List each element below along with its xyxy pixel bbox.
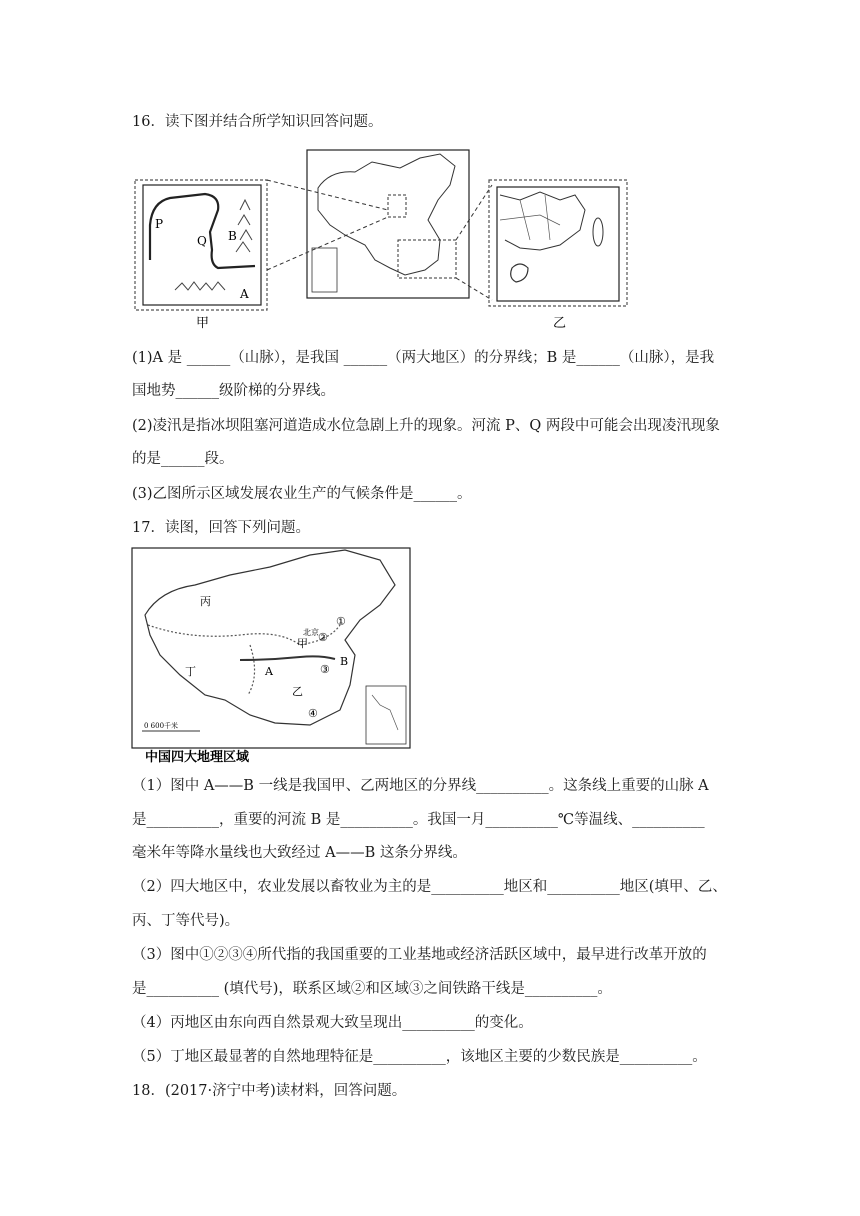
question-17-map-figure [0,545,860,765]
panel-right-caption: 乙 [553,316,567,331]
label-bing: 丙 [200,595,211,608]
scale-label: 0 600千米 [144,722,179,730]
question-18-title: 18．(2017·济宁中考)读材料，回答问题。 [132,1083,407,1099]
label-a: A [265,665,273,678]
q17-line-4: （2）四大地区中，农业发展以畜牧业为主的是__________地区和__________地区(填甲、乙、 [132,879,727,895]
label-b: B [340,655,349,668]
panel-left-caption: 甲 [196,316,210,331]
q17-line-8: （4）丙地区由东向西自然景观大致呈现出__________的变化。 [132,1015,533,1031]
label-beijing: 北京 [303,628,319,637]
label-circle-4: ④ [308,707,318,720]
q16-line-5: (3)乙图所示区域发展农业生产的气候条件是______。 [132,486,472,502]
label-p: P [155,217,164,231]
label-jia: 甲 [297,637,308,650]
label-q: Q [197,234,207,248]
q16-line-2: 国地势______级阶梯的分界线。 [132,383,335,399]
center-china-map [267,150,492,300]
label-circle-1: ① [336,615,346,628]
map-caption: 中国四大地理区域 [145,750,250,765]
label-ding: 丁 [185,665,196,678]
label-b: B [228,229,237,243]
q17-line-1: （1）图中 A——B 一线是我国甲、乙两地区的分界线__________。这条线上重要的山脉 A [132,778,709,794]
q16-line-4: 的是______段。 [132,451,234,467]
question-17-title: 17．读图，回答下列问题。 [132,520,310,536]
label-circle-3: ③ [320,663,330,676]
q17-line-3: 毫米年等降水量线也大致经过 A——B 这条分界线。 [132,845,467,861]
label-yi: 乙 [292,685,303,698]
label-circle-2: ② [318,631,328,644]
q17-line-9: （5）丁地区最显著的自然地理特征是__________，该地区主要的少数民族是__________。 [132,1049,707,1065]
panel-jia [135,180,267,331]
label-a: A [240,287,249,301]
q16-line-3: (2)凌汛是指冰坝阻塞河道造成水位急剧上升的现象。河流 P、Q 两段中可能会出现凌汛现象 [132,418,720,434]
q17-line-6: （3）图中①②③④所代指的我国重要的工业基地或经济活跃区域中，最早进行改革开放的 [132,947,707,963]
q17-line-2: 是__________，重要的河流 B 是__________。我国一月__________℃等温线、__________ [132,812,705,828]
q17-line-7: 是__________ (填代号)，联系区域②和区域③之间铁路干线是__________。 [132,981,612,997]
q16-line-1: (1)A 是 ______（山脉），是我国 ______（两大地区）的分界线；B 是______（山脉），是我 [132,350,715,366]
q17-line-5: 丙、丁等代号)。 [132,913,240,929]
question-16-title: 16．读下图并结合所学知识回答问题。 [132,114,383,130]
question-16-map-figure [0,140,860,360]
panel-yi [489,180,627,331]
